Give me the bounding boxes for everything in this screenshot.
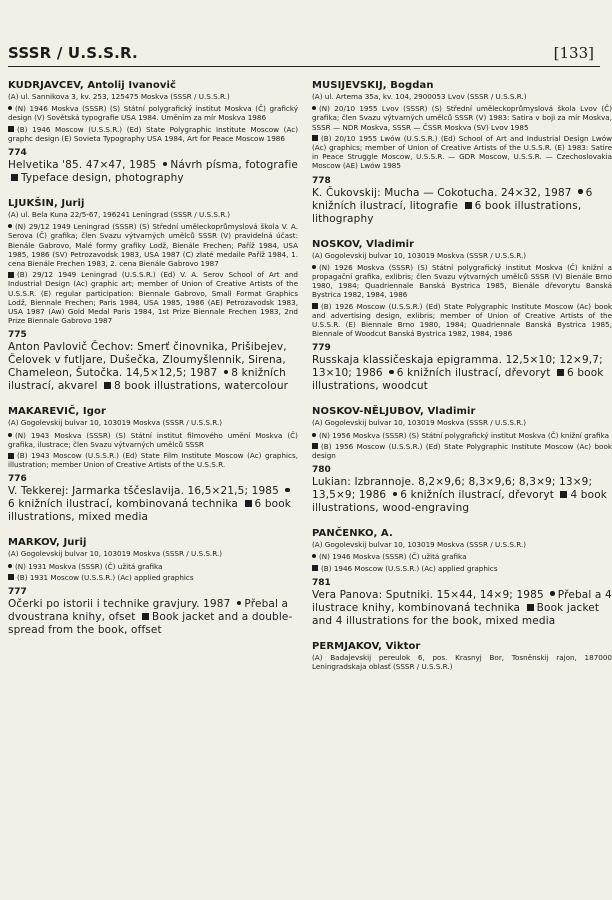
- work-description: [312, 476, 612, 515]
- right-column: [312, 80, 612, 900]
- work-english: Typeface design, photography: [21, 172, 184, 185]
- page-title: SSSR / U.S.S.R.: [8, 44, 138, 62]
- english-bullet-icon: [245, 500, 252, 507]
- square-bullet-icon: [312, 303, 318, 309]
- work-number: 775: [8, 330, 27, 341]
- artist-entry: [8, 406, 298, 524]
- work-title: K. Čukovskij: Mucha — Cokotucha. 24×32, 1987: [312, 186, 572, 199]
- english-bullet-icon: [104, 382, 111, 389]
- bullet-dot-icon: [8, 564, 12, 568]
- czech-bullet-icon: [163, 162, 168, 167]
- bio-english-text: (B) 1931 Moscow (U.S.S.R.) (Ac) applied graphics: [17, 572, 194, 582]
- bullet-dot-icon: [8, 224, 12, 228]
- bio-czech-text: (N) 20/10 1955 Lvov (SSSR) (S) Střední uměleckoprůmyslová škola Lvov (Č) grafika; člen Svazu výtvarných umělců SSSR (V) 1983: Satira v boji za mír Moskva, SSSR — NDR Moskva, SSSR — ČSSR Moskva (SV) Lvov 1985: [312, 104, 612, 132]
- artist-name: NOSKOV-NĚLJUBOV, Vladimir: [312, 406, 476, 418]
- work-czech: Přebal a dvoustrana knihy, ofset: [8, 598, 289, 624]
- artist-name: LJUKŠIN, Jurij: [8, 198, 85, 210]
- artist-entry: [8, 198, 298, 393]
- bio-czech: [312, 104, 612, 132]
- work-entry: [8, 474, 298, 524]
- bio-english-text: (B) 29/12 1949 Leningrad (U.S.S.R.) (Ed) V. A. Serov School of Art and Industrial Design (Ac) graphic art; member of Union of Creative Artists of the U.S.S.R. (E) regular participation: Biennale Gabrovo, Small Format Graphics Lodž, Biennale Frechen; Paris 1984, USA 1985, 1986 (AE) Petrozavodsk 1983, USA 1987 (Aw) Gold Medal Paris 1984, 1st Prize Biennale Frechen 1983, 2nd Prize Biennale Gabrovo 1987: [8, 270, 298, 326]
- artist-entry: [312, 80, 612, 226]
- czech-bullet-icon: [393, 492, 398, 497]
- artist-entry: [312, 641, 612, 671]
- artist-entry: [8, 80, 298, 185]
- czech-bullet-icon: [578, 189, 583, 194]
- work-number: 780: [312, 465, 331, 476]
- artist-entry: [312, 528, 612, 628]
- square-bullet-icon: [8, 574, 14, 580]
- english-bullet-icon: [560, 491, 567, 498]
- bio-english: [8, 270, 298, 325]
- bio-english: [8, 451, 298, 469]
- work-description: [8, 485, 298, 524]
- bio-english-text: (B) 1946 Moscow (U.S.S.R.) (Ed) State Polygraphic Institute Moscow (Ac) graphc design (E) Sovieta Typography USA 1984, Art for Peace Moscow 1986: [8, 124, 298, 143]
- work-number: 781: [312, 577, 331, 588]
- work-number: 779: [312, 343, 331, 354]
- artist-address: (A) Gogolevskij bulvar 10, 103019 Moskva (SSSR / U.S.S.R.): [312, 540, 527, 550]
- bio-czech-text: (N) 29/12 1949 Leningrad (SSSR) (S) Střední uměleckoprůmyslová škola V. A. Serova (Č) grafika; člen Svazu výtvarných umělců SSSR (V) pravidelná účast: Bienále Gabrovo, Malé formy grafiky Lodž, Bienále Frechen; Paříž 1984, USA 1985, 1986 (SV) Petrozavodsk 1983, USA 1987 (C) zlaté medaile Paříž 1984, 1. cena Bienále Frechen 1983, 2. cena Bienále Gabrovo 1987: [8, 222, 298, 269]
- work-number: 777: [8, 587, 27, 598]
- english-bullet-icon: [11, 174, 18, 181]
- work-czech: 6 knižních ilustrací, litografie: [312, 186, 593, 212]
- work-entry: [8, 148, 298, 185]
- work-description: [312, 187, 612, 226]
- bio-czech-text: (N) 1946 Moskva (SSSR) (Č) užitá grafika: [319, 552, 467, 562]
- work-english: Book jacket and 4 illustrations for the book, mixed media: [312, 601, 600, 627]
- artist-address: (A) ul. Sannikova 3, kv. 253, 125475 Moskva (SSSR / U.S.S.R.): [8, 92, 230, 101]
- english-bullet-icon: [557, 369, 564, 376]
- bio-english-text: (B) 1943 Moscow (U.S.S.R.) (Ed) State Film Institute Moscow (Ac) graphics, illustration; member Union of Creative Artists of the U.S.S.R.: [8, 451, 298, 470]
- artist-entry: [312, 406, 612, 515]
- bullet-dot-icon: [312, 554, 316, 558]
- work-english: 6 book illustrations, mixed media: [8, 498, 292, 524]
- bio-english: [312, 442, 612, 460]
- artist-name: MUSIJEVSKIJ, Bogdan: [312, 80, 434, 91]
- work-english: 6 book illustrations, woodcut: [312, 367, 604, 393]
- work-title: Russkaja klassičeskaja epigramma. 12,5×10; 12×9,7; 13×10; 1986: [312, 354, 603, 380]
- czech-bullet-icon: [389, 370, 394, 375]
- artist-name: MARKOV, Jurij: [8, 537, 87, 549]
- work-title: Vera Panova: Sputniki. 15×44, 14×9; 1985: [312, 588, 544, 601]
- bio-english: [312, 564, 612, 573]
- bio-czech: [312, 431, 612, 440]
- bio-english: [312, 302, 612, 339]
- work-description: [8, 159, 298, 185]
- bio-english-text: (B) 20/10 1955 Lwów (U.S.S.R.) (Ed) School of Art and Industrial Design Lwów (Ac) graphics; member of Union of Creative Artists of the U.S.S.R. (E) 1983: Satire in Peace Struggle Moscow, U.S.S.R. — GDR Moscow, U.S.S.R. — Czechoslovakia Moscow (AE) Lwów 1985: [312, 133, 612, 171]
- czech-bullet-icon: [237, 601, 242, 606]
- bullet-dot-icon: [8, 106, 12, 110]
- artist-name: PERMJAKOV, Viktor: [312, 640, 421, 652]
- bio-czech: [8, 222, 298, 268]
- bio-english-text: (B) 1956 Moscow (U.S.S.R.) (Ed) State Polygraphic Institute Moscow (Ac) book design: [312, 441, 612, 461]
- square-bullet-icon: [312, 565, 318, 571]
- work-number: 774: [8, 148, 27, 159]
- english-bullet-icon: [527, 604, 534, 611]
- work-czech: 6 knižních ilustrací, kombinovaná technika: [8, 498, 239, 511]
- work-title: Očerki po istorii i technike gravjury. 1987: [8, 598, 231, 611]
- english-bullet-icon: [465, 202, 472, 209]
- bio-english: [312, 134, 612, 171]
- artist-address: (A) Gogolevskij bulvar 10, 103019 Moskva (SSSR / U.S.S.R.): [312, 418, 527, 428]
- artist-address: (A) Badajevskij pereulok 6, pos. Krasnyj Bor, Tosněnskij rajon, 187000 Leningradskaja oblasť (SSSR / U.S.S.R.): [312, 652, 612, 672]
- artist-name: MAKAREVIČ, Igor: [8, 406, 106, 418]
- work-entry: [312, 343, 612, 393]
- bio-czech: [8, 431, 298, 449]
- work-title: Lukian: Izbrannoje. 8,2×9,6; 8,3×9,6; 8,3×9; 13×9; 13,5×9; 1986: [312, 476, 593, 502]
- artist-address: (A) Gogolevskij bulvar 10, 103019 Moskva (SSSR / U.S.S.R.): [8, 549, 223, 559]
- czech-bullet-icon: [224, 370, 229, 375]
- work-czech: 8 knižních ilustrací, akvarel: [8, 367, 286, 393]
- square-bullet-icon: [312, 135, 318, 141]
- left-column: [8, 80, 298, 900]
- artist-entry: [312, 239, 612, 394]
- work-title: Anton Pavlovič Čechov: Smerť činovnika, Prišibejev, Čelovek v futljare, Dušečka, Zloumyšlennik, Sirena, Chameleon, Šutočka. 14,5×12,5; 1987: [8, 341, 287, 380]
- artist-name: NOSKOV, Vladimir: [312, 238, 415, 250]
- english-bullet-icon: [142, 613, 149, 620]
- work-description: [312, 589, 612, 628]
- work-entry: [8, 330, 298, 393]
- work-czech: 6 knižních ilustrací, dřevoryt: [396, 367, 551, 380]
- bio-czech-text: (N) 1926 Moskva (SSSR) (S) Státní polygrafický institut Moskva (Č) knižní a propagační grafika, exlibris; člen Svazu výtvarných umělců SSSR (V) Bienále Brno 1980, 1984; Quadriennale Banská Bystrica 1985, Bienále dřevorytu Banská Bystrica 1982, 1984, 1986: [312, 262, 612, 300]
- bio-czech: [8, 562, 298, 571]
- artist-address: (A) Gogolevskij bulvar 10, 103019 Moskva (SSSR / U.S.S.R.): [8, 418, 223, 428]
- bio-czech-text: (N) 1943 Moskva (SSSR) (S) Státní institut filmového umění Moskva (Č) grafika, ilustrace; člen Svazu výtvarných umělců SSSR: [8, 430, 298, 449]
- work-number: 776: [8, 474, 27, 485]
- bio-english: [8, 125, 298, 143]
- work-entry: [312, 578, 612, 628]
- square-bullet-icon: [8, 126, 14, 132]
- bio-english-text: (B) 1946 Moscow (U.S.S.R.) (Ac) applied graphics: [321, 563, 498, 573]
- page-header: [8, 44, 600, 66]
- work-number: 778: [312, 175, 331, 186]
- work-title: Helvetika '85. 47×47, 1985: [8, 159, 157, 172]
- bullet-dot-icon: [312, 433, 316, 437]
- square-bullet-icon: [8, 453, 14, 459]
- bio-czech-text: (N) 1931 Moskva (SSSR) (Č) užitá grafika: [15, 561, 163, 571]
- work-description: [8, 341, 298, 393]
- bullet-dot-icon: [312, 106, 316, 110]
- work-english: Book jacket and a double-spread from the book, offset: [8, 611, 293, 637]
- work-entry: [312, 176, 612, 226]
- artist-name: KUDRJAVCEV, Antolij Ivanovič: [8, 80, 177, 91]
- bio-czech-text: (N) 1956 Moskva (SSSR) (S) Státní polygrafický institut Moskva (Č) knižní grafika: [319, 430, 609, 440]
- bio-czech: [8, 104, 298, 122]
- header-rule: [8, 66, 600, 67]
- work-entry: [312, 465, 612, 515]
- bio-czech: [312, 263, 612, 300]
- czech-bullet-icon: [285, 488, 290, 493]
- square-bullet-icon: [8, 272, 14, 278]
- artist-name: PANČENKO, A.: [312, 528, 393, 540]
- work-english: 6 book illustrations, lithography: [312, 199, 582, 225]
- artist-entry: [8, 537, 298, 637]
- work-english: 8 book illustrations, watercolour: [114, 380, 289, 393]
- page-number: [133]: [553, 44, 594, 62]
- bio-english-text: (B) 1926 Moscow (U.S.S.R.) (Ed) State Polygraphic Institute Moscow (Ac) book and advertising design, exlibris; member of Union of Creative Artists of the U.S.S.R. (E) Biennale Brno 1980, 1984; Quadriennale Banská Bystrica 1985, Biennale of Woodcut Banská Bystrica 1982, 1984, 1986: [312, 301, 612, 339]
- square-bullet-icon: [312, 443, 318, 449]
- work-title: V. Tekkerej: Jarmarka tščeslavija. 16,5×21,5; 1985: [8, 485, 279, 498]
- bullet-dot-icon: [8, 433, 12, 437]
- artist-address: (A) ul. Bela Kuna 22/5-67, 196241 Leningrad (SSSR / U.S.S.R.): [8, 210, 231, 220]
- czech-bullet-icon: [550, 591, 555, 596]
- bullet-dot-icon: [312, 265, 316, 269]
- work-entry: [8, 587, 298, 637]
- artist-address: (A) ul. Artema 35a, kv. 104, 2900053 Lvov (SSSR / U.S.S.R.): [312, 92, 527, 101]
- work-czech: Přebal a 4 ilustrace knihy, kombinovaná technika: [312, 588, 612, 614]
- bio-czech-text: (N) 1946 Moskva (SSSR) (S) Státní polygrafický institut Moskva (Č) grafický design (V) Sovětská typografie USA 1984. Uměním za mír Moskva 1986: [8, 104, 298, 123]
- artist-address: (A) Gogolevskij bulvar 10, 103019 Moskva (SSSR / U.S.S.R.): [312, 250, 527, 260]
- bio-czech: [312, 552, 612, 561]
- work-english: 4 book illustrations, wood-engraving: [312, 489, 607, 515]
- bio-english: [8, 573, 298, 582]
- work-czech: 6 knižních ilustrací, dřevoryt: [400, 489, 554, 502]
- work-description: [312, 354, 612, 393]
- work-description: [8, 598, 298, 637]
- work-czech: Návrh písma, fotografie: [170, 159, 299, 172]
